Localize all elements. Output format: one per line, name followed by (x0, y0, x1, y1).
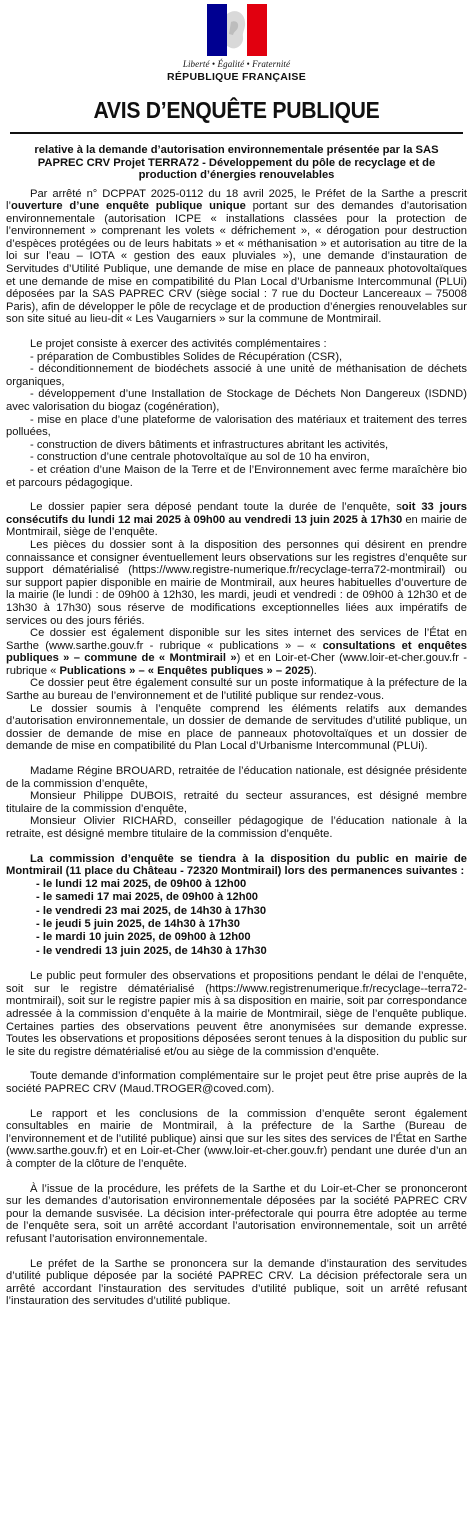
info-paragraph: Toute demande d’information complémentaire sur le projet peut être prise auprès de la société PAPREC CRV (Maud.TROGER@coved.com). (6, 1070, 467, 1095)
list-item: - déconditionnement de biodéchets associé à une unité de méthanisation de déchets organiques, (6, 363, 467, 388)
rapport-paragraph: Le rapport et les conclusions de la commission d’enquête seront également consultables en mairie de Montmirail, à la préfecture de la Sarthe (Bureau de l’environnement et de l’utilité publique) ainsi que sur les sites des services de l’État en Sarthe (www.sarthe.gouv.fr) et en Loir-et-Cher (www.loir-et-cher.gouv.fr) pendant une durée d’un an à compter de la clôture de l’enquête. (6, 1107, 467, 1170)
intro-text-c: portant sur des demandes d’autorisation environnementale (autorisation ICPE « installations classées pour la protection de l’environnement » comprenant les volets « défrichement », « dérogation pour destruction d’espèces protégées ou de leurs habitats » et « méthanisation » et autorisation au titre de la loi sur l’eau – IOTA « gestion des eaux pluviales »), une demande d’instauration de Servitudes d’Utilité Publique, une demande de mise en place de panneaux photovoltaïques et une demande de mise en compatibilité du Plan Local d’Urbanisme Intercommunal (PLUi) déposées par la SAS PAPREC CRV (siège social : 7 rue du Docteur Lancereaux – 75008 Paris), afin de développer le pôle de recyclage et de production d’énergies renouvelables sur son site situé au lieu-dit « Les Vaugarniers » sur la commune de Montmirail. (6, 200, 468, 326)
dossier-paragraph-4: Ce dossier peut être également consulté sur un poste informatique à la préfecture de la Sarthe au bureau de l’environnement et de l’utilité publique sur rendez-vous. (6, 677, 467, 703)
notice-subtitle: relative à la demande d’autorisation environnementale présentée par la SAS PAPREC CRV Projet TERRA72 - Développement du pôle de recyclage et de production d’énergies renouvelables (34, 144, 439, 181)
dossier-paragraph-3 (6, 627, 467, 677)
observations-paragraph: Le public peut formuler des observations et propositions pendant le délai de l’enquête, soit sur le registre dématérialisé (https://www.registrenumerique.fr/recyclage--terra72-montmirail), soit sur le registre papier mis à sa disposition en mairie, soit par correspondance adressée à la commission d’enquête à la mairie de Montmirail, siège de l’enquête publique. Certaines parties des observations peuvent être anonymisées sur demande expresse. Toutes les observations et propositions déposées seront tenues à la disposition du public sur le site du registre dématérialisé et/ou au siège de la commission d’enquête. (6, 970, 467, 1058)
commission-member-1: Monsieur Philippe DUBOIS, retraité du secteur assurances, est désigné membre titulaire de la commission d’enquête, (6, 790, 467, 815)
motto-text: Liberté • Égalité • Fraternité (182, 59, 291, 69)
intro-text-a: Par arrêté n° DCPPAT 2025-0112 du 18 avril 2025, le Préfet de la Sarthe a prescrit l’ (6, 187, 467, 213)
list-item: - le vendredi 23 mai 2025, de 14h30 à 17h30 (36, 904, 267, 917)
servitudes-paragraph: Le préfet de la Sarthe se prononcera sur la demande d’instauration des servitudes d’utilité publique déposée par la société PAPREC CRV. La décision préfectorale sera un arrêté accordant l’instauration des servitudes d’utilité publique, soit un arrêté refusant l’instauration des servitudes d’utilité publique. (6, 1257, 467, 1308)
intro-paragraph (6, 188, 467, 327)
list-item: - et création d’une Maison de la Terre et de l’Environnement avec ferme maraîchère bio et parcours pédagogique. (6, 463, 467, 489)
commission-president: Madame Régine BROUARD, retraitée de l’éducation nationale, est désignée présidente de la commission d’enquête, (6, 765, 467, 790)
republique-francaise-logo (6, 0, 467, 83)
list-item: - construction de divers bâtiments et infrastructures abritant les activités, (30, 438, 389, 451)
commission-member-2: Monsieur Olivier RICHARD, conseiller pédagogique de l’éducation nationale à la retraite, est désigné membre titulaire de la commission d’enquête. (6, 815, 467, 840)
dossier-p3-bold-1: consultations et enquêtes publiques » – commune de « Montmirail » (6, 639, 467, 665)
marianne-logo-icon (207, 4, 267, 56)
list-item: - développement d’une Installation de Stockage de Déchets Non Dangereux (ISDND) avec valorisation du biogaz (cogénération), (6, 388, 467, 413)
list-item: - le vendredi 13 juin 2025, de 14h30 à 17h30 (36, 944, 267, 957)
dossier-text-c: en mairie de Montmirail, siège de l’enquête. (6, 513, 467, 539)
issue-paragraph: À l’issue de la procédure, les préfets de la Sarthe et du Loir-et-Cher se prononceront sur les demandes d’autorisation environnementale déposées par la société PAPREC CRV pour la demande susvisée. La décision inter-préfectorale qui pourra être adoptée au terme de l’enquête sera, soit un arrêté accordant l’autorisation environnementale, soit un arrêté refusant l’autorisation environnementale. (6, 1182, 467, 1245)
republique-francaise-text: RÉPUBLIQUE FRANÇAISE (166, 71, 306, 83)
list-item: - le samedi 17 mai 2025, de 09h00 à 12h00 (36, 891, 259, 904)
projet-intro: Le projet consiste à exercer des activités complémentaires : (30, 338, 327, 351)
notice-title: AVIS D’ENQUÊTE PUBLIQUE (93, 97, 380, 123)
projet-list (6, 351, 467, 490)
list-item: - construction d’une centrale photovoltaïque au sol de 10 ha environ, (30, 451, 370, 464)
list-item: - préparation de Combustibles Solides de Récupération (CSR), (30, 350, 343, 363)
title-divider (10, 132, 463, 134)
dossier-p3-bold-2: Publications » – « Enquêtes publiques » – 2025 (59, 664, 311, 677)
intro-text-bold: ouverture d’une enquête publique unique (10, 200, 246, 213)
dossier-p3-a: Ce dossier est également disponible sur les sites internet des services de l’État en Sarthe (www.sarthe.gouv.fr - rubrique « publications » – « (6, 627, 467, 652)
permanences-intro (6, 853, 467, 878)
dossier-paragraph-2: Les pièces du dossier sont à la disposition des personnes qui désirent en prendre connaissance et consigner éventuellement leurs observations sur les registres d’enquête sur support dématérialisé (https://www.registre-numerique.fr/recyclage-terra72-montmirail) ou sur support papier disponible en mairie de Montmirail, aux heures habituelles d’ouverture de la mairie (le lundi : de 09h00 à 12h30, les mardi, jeudi et vendredi : de 09h00 à 12h30 et de 13h30 à 17h30) sous réserve de modifications exceptionnelles liées aux impératifs de services ou des jours fériés. (6, 538, 467, 627)
permanences-list (6, 878, 467, 958)
permanences-intro-bold: La commission d’enquête se tiendra à la disposition du public en mairie de Montmirail (11 place du Château - 72320 Montmirail) lors des permanences suivantes : (6, 852, 467, 878)
list-item: - le jeudi 5 juin 2025, de 14h30 à 17h30 (36, 918, 240, 930)
dossier-paragraph-1 (6, 501, 467, 539)
list-item: - mise en place d’une plateforme de valorisation des matériaux et traitement des terres polluées, (6, 413, 467, 439)
dossier-dates-bold: oit 33 jours consécutifs du lundi 12 mai 2025 à 09h00 au vendredi 13 juin 2025 à 17h30 (6, 501, 467, 526)
dossier-p3-c: ) et en Loir-et-Cher (www.loir-et-cher.gouv.fr - rubrique « (6, 652, 468, 677)
dossier-text-a: Le dossier papier sera déposé pendant toute la durée de l’enquête, s (30, 501, 402, 514)
dossier-p3-e: ). (310, 664, 317, 677)
dossier-paragraph-5: Le dossier soumis à l’enquête comprend les éléments relatifs aux demandes d’autorisation environnementale, un dossier de demande de servitudes d’utilité publique, un dossier de demande de mise en place de panneaux photovoltaïques et un dossier de demande de mise en compatibilité du Plan Local d’Urbanisme Intercommunal (PLUi). (6, 702, 467, 753)
list-item: - le mardi 10 juin 2025, de 09h00 à 12h00 (36, 931, 251, 944)
list-item: - le lundi 12 mai 2025, de 09h00 à 12h00 (36, 877, 247, 890)
